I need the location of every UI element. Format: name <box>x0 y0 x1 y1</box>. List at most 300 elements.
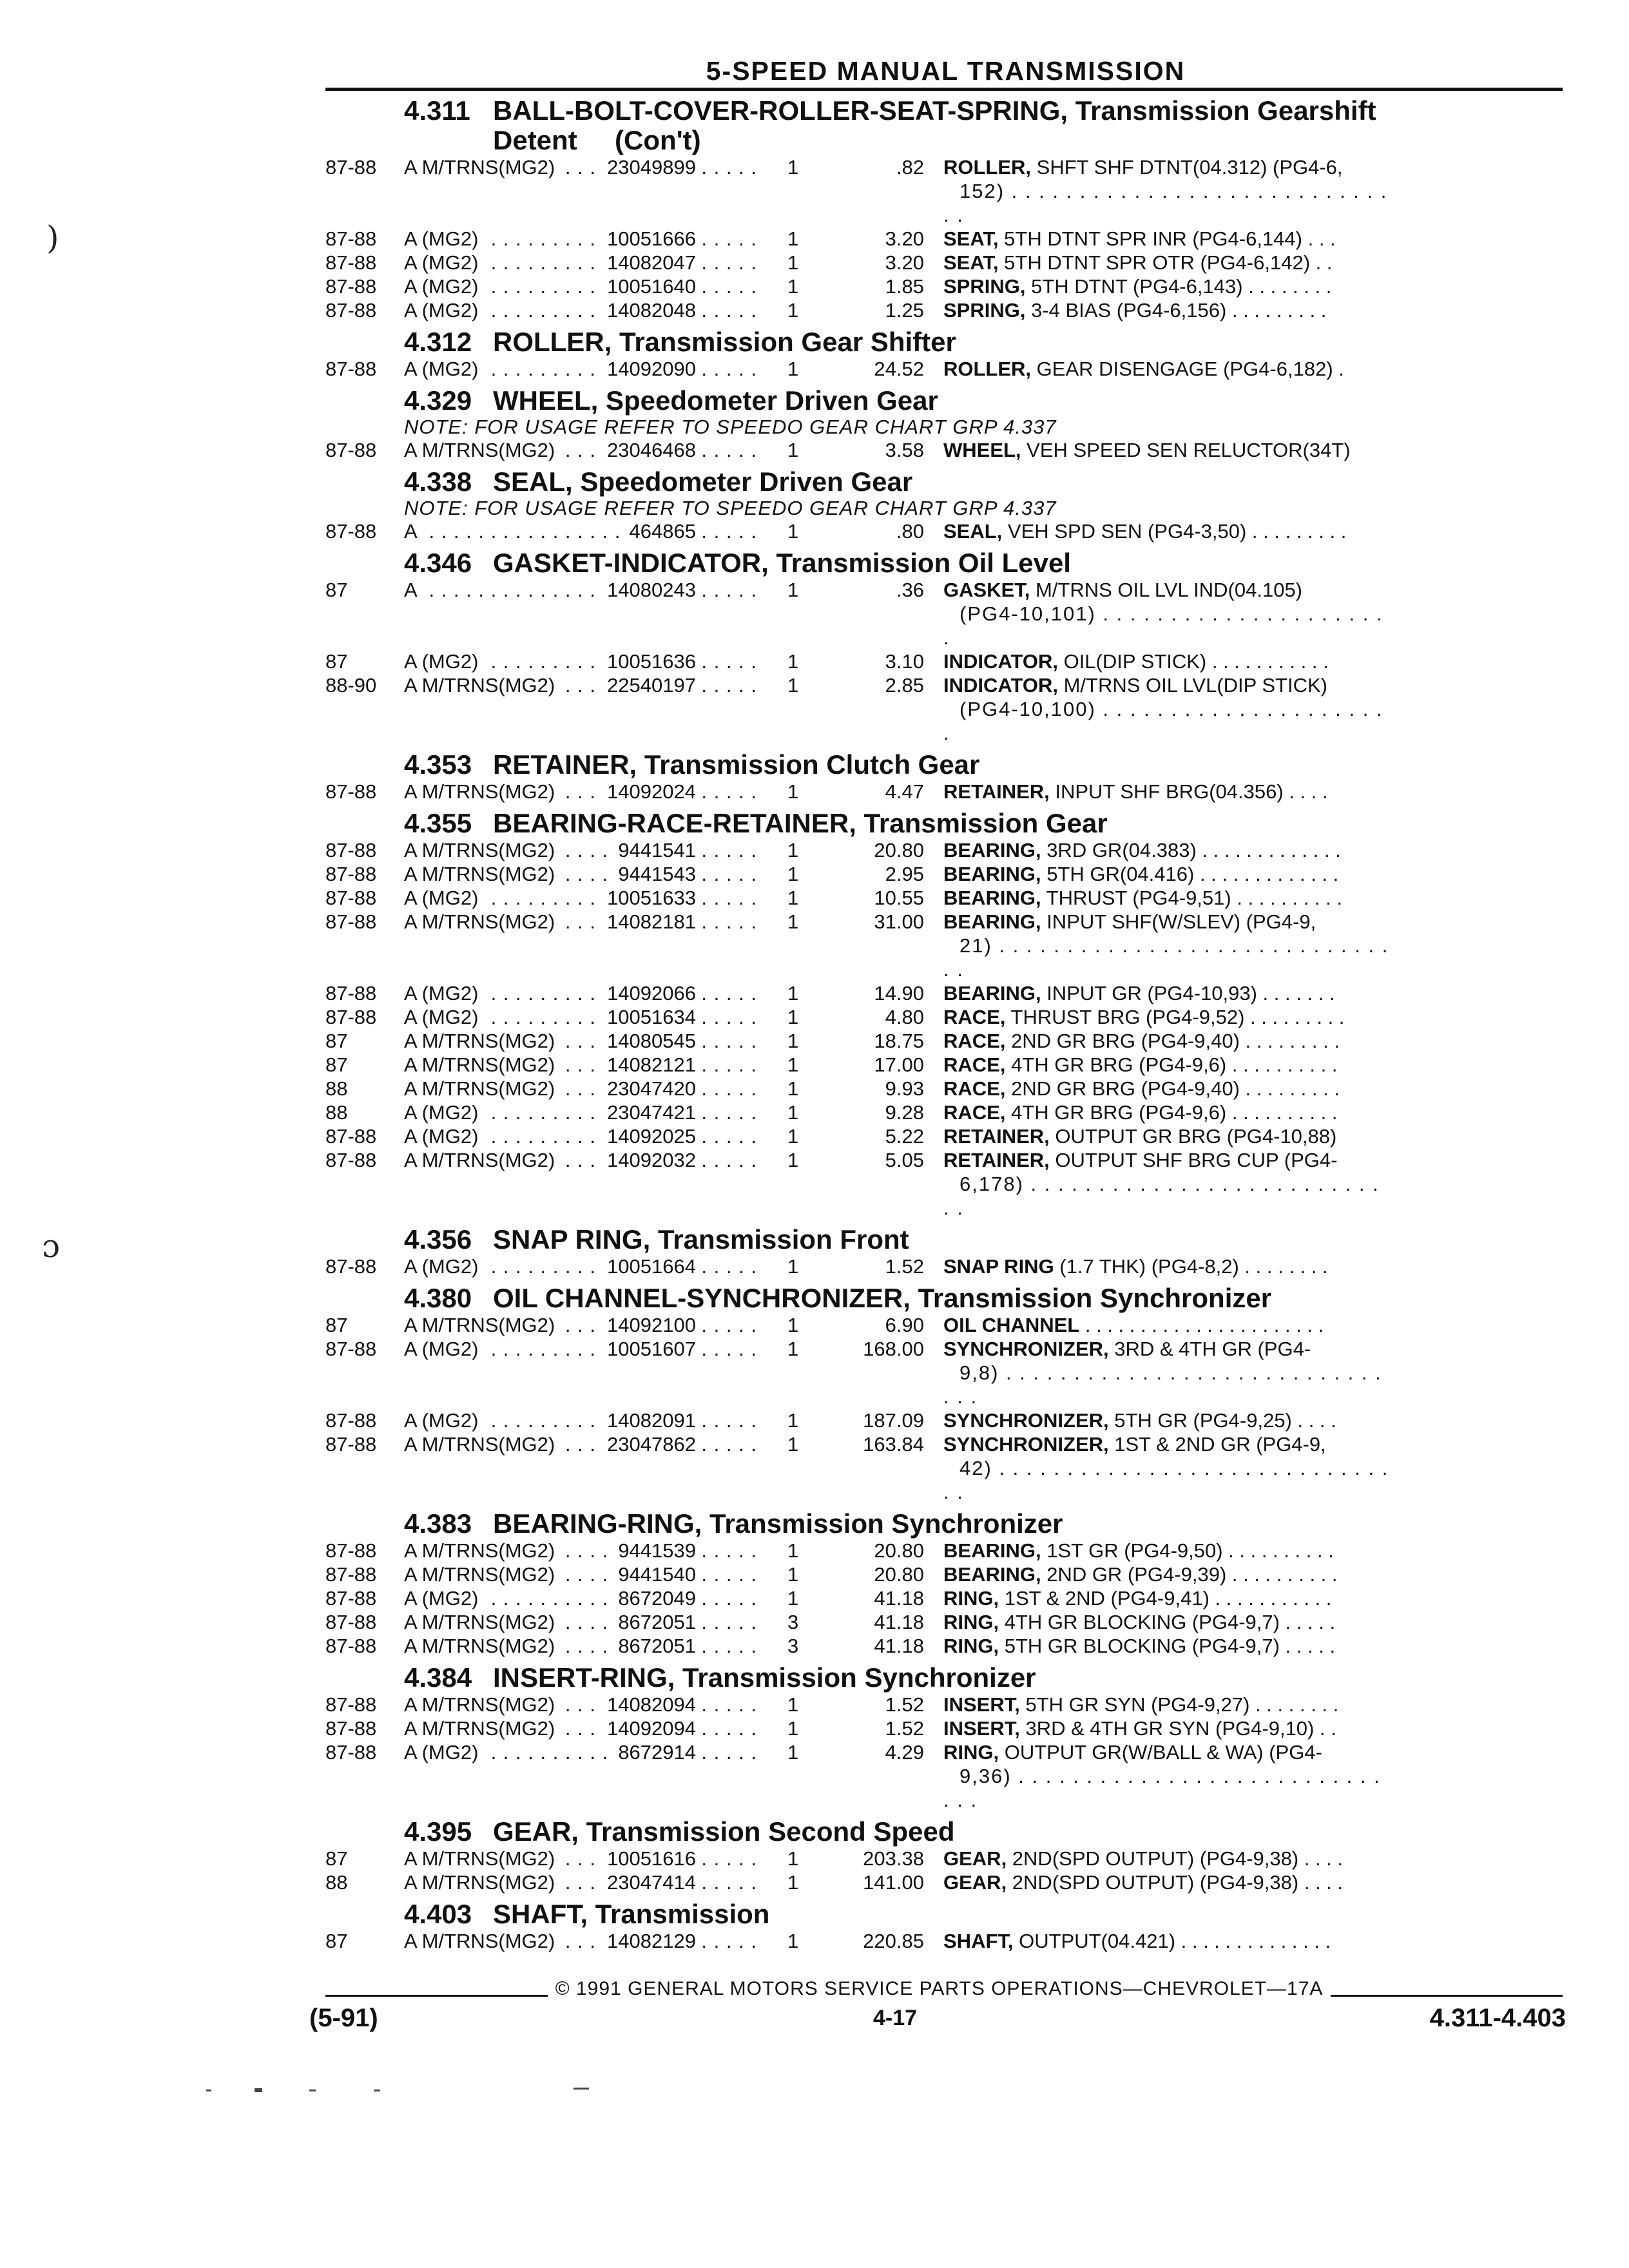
section-title-text: SEAL, Speedometer Driven Gear <box>493 466 913 497</box>
model-years: 87-88 <box>325 520 377 543</box>
model-years: 87-88 <box>325 1587 377 1610</box>
part-row <box>325 673 1566 745</box>
description-noun: SPRING, <box>943 275 1026 298</box>
part-row <box>325 155 1566 227</box>
model-years: 87-88 <box>325 299 377 322</box>
quantity: 1 <box>787 1077 799 1100</box>
description-noun: RING, <box>943 1587 999 1610</box>
section-title <box>493 1817 1537 1847</box>
application-label: A M/TRNS(MG2) <box>404 863 561 885</box>
quantity: 3 <box>787 1611 799 1633</box>
quantity: 1 <box>787 1717 799 1740</box>
application <box>404 1610 755 1634</box>
description-noun: RETAINER, <box>943 1125 1050 1148</box>
section-heading <box>325 1225 1566 1254</box>
part-row <box>325 357 1566 381</box>
price: 1.52 <box>885 1717 924 1740</box>
part-row <box>325 1539 1566 1562</box>
description-noun: RING, <box>943 1611 999 1633</box>
application-label: A M/TRNS(MG2) <box>404 1871 561 1894</box>
model-years: 87-88 <box>325 780 377 803</box>
description-text: 1ST GR (PG4-9,50) . . . . . . . . . . <box>1041 1539 1334 1562</box>
application-label: A M/TRNS(MG2) <box>404 1539 561 1562</box>
part-row <box>325 1124 1566 1148</box>
scan-artifact <box>255 2088 262 2092</box>
section-title-continued: Detent (Con't) <box>493 125 701 155</box>
description-text: OUTPUT GR BRG (PG4-10,88) <box>1049 1125 1337 1148</box>
description-noun: INSERT, <box>943 1693 1020 1716</box>
model-years: 87 <box>325 1930 348 1952</box>
application <box>404 274 755 298</box>
quantity: 1 <box>787 520 799 543</box>
section-heading <box>325 1817 1566 1847</box>
section-number: 4.395 <box>404 1816 472 1847</box>
description-noun: BEARING, <box>943 910 1041 933</box>
application <box>404 838 755 862</box>
part-row <box>325 1313 1566 1337</box>
description-text: 3RD GR(04.383) . . . . . . . . . . . . . <box>1041 839 1341 861</box>
description-continued: 152) . . . . . . . . . . . . . . . . . . . . . . . . . . . . . . <box>943 180 1388 226</box>
part-description <box>943 1539 1391 1562</box>
description-continued: 42) . . . . . . . . . . . . . . . . . . . . . . . . . . . . . . . <box>943 1457 1389 1503</box>
model-years: 87-88 <box>325 1433 377 1456</box>
part-description <box>943 274 1391 298</box>
description-noun: RACE, <box>943 1077 1006 1100</box>
quantity: 1 <box>787 839 799 861</box>
model-years: 87-88 <box>325 1255 377 1278</box>
part-row <box>325 1716 1566 1740</box>
part-description <box>943 298 1391 322</box>
part-row <box>325 1432 1566 1504</box>
application-label: A (MG2) <box>404 299 485 322</box>
part-number: 8672051 <box>612 1634 696 1658</box>
application <box>404 1313 755 1337</box>
model-years: 87 <box>325 650 348 673</box>
application-label: A M/TRNS(MG2) <box>404 1693 561 1716</box>
application <box>404 1053 755 1077</box>
section-title-text: WHEEL, Speedometer Driven Gear <box>493 385 938 416</box>
section-title-text: ROLLER, Transmission Gear Shifter <box>493 327 956 357</box>
section-title <box>493 1283 1537 1313</box>
description-noun: BEARING, <box>943 839 1041 861</box>
application <box>404 438 755 462</box>
part-number: 23047420 <box>601 1077 696 1100</box>
part-number: 14092066 <box>601 981 696 1005</box>
part-description <box>943 1562 1391 1586</box>
price: 1.85 <box>885 275 924 298</box>
part-description <box>943 1610 1391 1634</box>
application <box>404 1337 755 1408</box>
model-years: 87-88 <box>325 1717 377 1740</box>
application-label: A (MG2) <box>404 1741 485 1763</box>
scan-artifact <box>374 2090 380 2091</box>
description-text: 5TH DTNT SPR INR (PG4-6,144) . . . <box>998 227 1336 250</box>
description-noun: RING, <box>943 1741 999 1763</box>
description-noun: GEAR, <box>943 1847 1007 1870</box>
quantity: 1 <box>787 439 799 461</box>
part-description <box>943 1408 1391 1432</box>
section-title-text: OIL CHANNEL-SYNCHRONIZER, Transmission Synchronizer <box>493 1283 1272 1313</box>
description-noun: OIL CHANNEL <box>943 1314 1080 1336</box>
application <box>404 780 755 803</box>
description-continued: (PG4-10,100) . . . . . . . . . . . . . . . . . . . . . . <box>943 698 1383 744</box>
section-heading <box>325 327 1566 357</box>
description-text: 5TH GR SYN (PG4-9,27) . . . . . . . . <box>1019 1693 1339 1716</box>
part-description <box>943 1716 1391 1740</box>
quantity: 1 <box>787 1149 799 1171</box>
model-years: 88 <box>325 1871 348 1894</box>
price: .80 <box>896 520 924 543</box>
section-heading <box>325 1283 1566 1313</box>
description-noun: RETAINER, <box>943 1149 1050 1171</box>
footer-date: (5-91) <box>309 2004 378 2032</box>
price: 187.09 <box>863 1409 924 1432</box>
model-years: 87-88 <box>325 863 377 885</box>
description-text: 1ST & 2ND (PG4-9,41) . . . . . . . . . . . <box>999 1587 1332 1610</box>
description-noun: SEAT, <box>943 227 999 250</box>
part-description <box>943 862 1391 886</box>
application-label: A M/TRNS(MG2) <box>404 1611 561 1633</box>
quantity: 1 <box>787 358 799 380</box>
part-number: 8672051 <box>612 1610 696 1634</box>
application-label: A (MG2) <box>404 1006 485 1028</box>
part-number: 464865 <box>623 519 696 543</box>
model-years: 87-88 <box>325 982 377 1004</box>
description-noun: BEARING, <box>943 1563 1041 1586</box>
section-heading <box>325 1663 1566 1693</box>
description-text: SHFT SHF DTNT(04.312) (PG4-6, <box>1031 156 1343 178</box>
model-years: 87-88 <box>325 1125 377 1148</box>
part-number: 14092100 <box>601 1313 696 1337</box>
quantity: 1 <box>787 1409 799 1432</box>
quantity: 1 <box>787 887 799 909</box>
part-row <box>325 438 1566 462</box>
description-continued: 6,178) . . . . . . . . . . . . . . . . . . . . . . . . . . . . <box>943 1173 1380 1219</box>
quantity: 1 <box>787 1255 799 1278</box>
section-title-text: BEARING-RACE-RETAINER, Transmission Gear <box>493 808 1108 838</box>
application-label: A M/TRNS(MG2) <box>404 1847 561 1870</box>
part-number: 14082121 <box>601 1053 696 1077</box>
price: .82 <box>896 156 924 178</box>
part-row <box>325 227 1566 251</box>
application <box>404 1005 755 1029</box>
description-text: M/TRNS OIL LVL IND(04.105) <box>1030 579 1303 601</box>
part-number: 9441543 <box>612 862 696 886</box>
part-description <box>943 155 1391 227</box>
application <box>404 1408 755 1432</box>
section-title <box>493 750 1537 780</box>
model-years: 87-88 <box>325 887 377 909</box>
part-number: 14092090 <box>601 357 696 381</box>
description-noun: RACE, <box>943 1030 1006 1052</box>
part-row <box>325 1929 1566 1953</box>
description-text: 4TH GR BLOCKING (PG4-9,7) . . . . . <box>999 1611 1336 1633</box>
application-label: A M/TRNS(MG2) <box>404 1030 561 1052</box>
part-number: 9441539 <box>612 1539 696 1562</box>
description-noun: SNAP RING <box>943 1255 1054 1278</box>
quantity: 1 <box>787 1053 799 1076</box>
application <box>404 1740 755 1812</box>
part-row <box>325 1562 1566 1586</box>
application <box>404 1539 755 1562</box>
part-row <box>325 1693 1566 1716</box>
model-years: 87-88 <box>325 1611 377 1633</box>
part-row <box>325 1029 1566 1053</box>
model-years: 87-88 <box>325 1741 377 1763</box>
application <box>404 1077 755 1100</box>
application <box>404 1254 755 1278</box>
model-years: 87-88 <box>325 1338 377 1360</box>
part-row <box>325 251 1566 274</box>
scan-artifact <box>309 2090 316 2091</box>
application-label: A (MG2) <box>404 251 485 274</box>
section-title-text: INSERT-RING, Transmission Synchronizer <box>493 1662 1036 1693</box>
description-noun: GEAR, <box>943 1871 1007 1894</box>
section-title <box>493 96 1537 155</box>
section-number: 4.311 <box>404 95 470 126</box>
description-text: INPUT SHF BRG(04.356) . . . . <box>1049 780 1328 803</box>
part-row <box>325 981 1566 1005</box>
model-years: 88 <box>325 1077 348 1100</box>
part-row <box>325 886 1566 910</box>
application-label: A (MG2) <box>404 227 485 250</box>
application <box>404 1870 755 1894</box>
model-years: 87 <box>325 1314 348 1336</box>
model-years: 88 <box>325 1101 348 1124</box>
model-years: 87-88 <box>325 1563 377 1586</box>
quantity: 1 <box>787 299 799 322</box>
part-description <box>943 578 1391 649</box>
description-text: (1.7 THK) (PG4-8,2) . . . . . . . . <box>1054 1255 1328 1278</box>
section-number: 4.384 <box>404 1662 472 1693</box>
price: 9.93 <box>885 1077 924 1100</box>
price: 20.80 <box>874 839 924 861</box>
application-label: A <box>404 579 424 601</box>
application <box>404 578 755 649</box>
quantity: 1 <box>787 650 799 673</box>
description-text: 3RD & 4TH GR (PG4- <box>1108 1338 1311 1360</box>
part-row <box>325 298 1566 322</box>
part-row <box>325 1586 1566 1610</box>
application-label: A (MG2) <box>404 1101 485 1124</box>
part-row <box>325 1053 1566 1077</box>
part-row <box>325 1634 1566 1658</box>
description-noun: BEARING, <box>943 887 1041 909</box>
usage-note: NOTE: FOR USAGE REFER TO SPEEDO GEAR CHART GRP 4.337 <box>404 497 1057 519</box>
part-number: 23049899 <box>601 155 696 179</box>
application-label: A M/TRNS(MG2) <box>404 839 561 861</box>
part-row <box>325 274 1566 298</box>
price: 20.80 <box>874 1539 924 1562</box>
part-row <box>325 1005 1566 1029</box>
price: 18.75 <box>874 1030 924 1052</box>
description-noun: RETAINER, <box>943 780 1050 803</box>
price: 2.85 <box>885 674 924 697</box>
quantity: 1 <box>787 1563 799 1586</box>
part-row <box>325 649 1566 673</box>
part-number: 14080545 <box>601 1029 696 1053</box>
scan-artifact <box>206 2090 211 2091</box>
description-text: 1ST & 2ND GR (PG4-9, <box>1108 1433 1326 1456</box>
model-years: 87 <box>325 1053 348 1076</box>
quantity: 1 <box>787 863 799 885</box>
application <box>404 1124 755 1148</box>
part-description <box>943 1870 1391 1894</box>
description-text: 4TH GR BRG (PG4-9,6) . . . . . . . . . . <box>1005 1053 1338 1076</box>
quantity: 1 <box>787 1539 799 1562</box>
part-number: 14082181 <box>601 910 696 934</box>
part-row <box>325 1148 1566 1220</box>
part-number: 8672049 <box>612 1586 696 1610</box>
application-label: A M/TRNS(MG2) <box>404 1930 561 1952</box>
section-title <box>493 467 1537 497</box>
price: .36 <box>896 579 924 601</box>
application <box>404 1929 755 1953</box>
application-label: A (MG2) <box>404 1255 485 1278</box>
description-text: VEH SPD SEN (PG4-3,50) . . . . . . . . . <box>1002 520 1347 543</box>
application <box>404 1847 755 1870</box>
part-number: 10051636 <box>601 649 696 673</box>
part-row <box>325 862 1566 886</box>
part-description <box>943 357 1391 381</box>
part-description <box>943 1254 1391 1278</box>
part-description <box>943 1847 1391 1870</box>
description-noun: SHAFT, <box>943 1930 1014 1952</box>
section-number: 4.346 <box>404 548 472 578</box>
part-number: 14082091 <box>601 1408 696 1432</box>
part-description <box>943 438 1391 462</box>
application <box>404 251 755 274</box>
part-number: 23047421 <box>601 1100 696 1124</box>
price: 3.10 <box>885 650 924 673</box>
price: 3.20 <box>885 227 924 250</box>
application <box>404 519 755 543</box>
application-label: A (MG2) <box>404 1409 485 1432</box>
quantity: 1 <box>787 251 799 274</box>
part-row <box>325 1100 1566 1124</box>
price: 4.80 <box>885 1006 924 1028</box>
part-number: 14092032 <box>601 1148 696 1172</box>
price: 220.85 <box>863 1930 924 1952</box>
quantity: 1 <box>787 1871 799 1894</box>
section-title-text: BALL-BOLT-COVER-ROLLER-SEAT-SPRING, Transmission Gearshift <box>493 95 1376 126</box>
description-noun: SYNCHRONIZER, <box>943 1409 1109 1432</box>
description-text: 2ND GR (PG4-9,39) . . . . . . . . . . <box>1041 1563 1338 1586</box>
section-title-text: BEARING-RING, Transmission Synchronizer <box>493 1508 1063 1539</box>
section-heading <box>325 96 1566 155</box>
part-number: 14082129 <box>601 1929 696 1953</box>
description-text: OIL(DIP STICK) . . . . . . . . . . . <box>1057 650 1329 673</box>
price: 3.58 <box>885 439 924 461</box>
part-number: 10051633 <box>601 886 696 910</box>
price: 1.25 <box>885 299 924 322</box>
quantity: 1 <box>787 1030 799 1052</box>
application-label: A M/TRNS(MG2) <box>404 1077 561 1100</box>
application <box>404 1634 755 1658</box>
quantity: 1 <box>787 1847 799 1870</box>
part-description <box>943 1077 1391 1100</box>
description-text: OUTPUT(04.421) . . . . . . . . . . . . . . <box>1013 1930 1331 1952</box>
part-description <box>943 227 1391 251</box>
application-label: A M/TRNS(MG2) <box>404 156 561 178</box>
price: 4.29 <box>885 1741 924 1763</box>
application-label: A <box>404 520 424 543</box>
part-number: 23046468 <box>601 438 696 462</box>
application-label: A (MG2) <box>404 650 485 673</box>
quantity: 1 <box>787 1338 799 1360</box>
description-noun: SEAT, <box>943 251 999 274</box>
model-years: 87-88 <box>325 1635 377 1657</box>
part-description <box>943 1337 1391 1408</box>
section-title <box>493 1899 1537 1929</box>
section-heading <box>325 386 1566 416</box>
description-noun: BEARING, <box>943 863 1041 885</box>
part-number: 10051666 <box>601 227 696 251</box>
part-number: 9441541 <box>612 838 696 862</box>
price: 31.00 <box>874 910 924 933</box>
application-label: A M/TRNS(MG2) <box>404 1717 561 1740</box>
description-text: THRUST (PG4-9,51) . . . . . . . . . . <box>1041 887 1342 909</box>
section-number: 4.383 <box>404 1508 472 1539</box>
part-row <box>325 910 1566 981</box>
application-label: A (MG2) <box>404 982 485 1004</box>
part-row <box>325 578 1566 649</box>
description-noun: RACE, <box>943 1006 1006 1028</box>
part-number: 9441540 <box>612 1562 696 1586</box>
quantity: 1 <box>787 1006 799 1028</box>
description-text: 5TH DTNT (PG4-6,143) . . . . . . . . <box>1025 275 1332 298</box>
part-number: 14092025 <box>601 1124 696 1148</box>
description-text: INPUT SHF(W/SLEV) (PG4-9, <box>1041 910 1316 933</box>
application <box>404 981 755 1005</box>
quantity: 1 <box>787 982 799 1004</box>
sections-container <box>325 96 1566 1953</box>
description-text: 5TH GR (PG4-9,25) . . . . <box>1108 1409 1336 1432</box>
price: 4.47 <box>885 780 924 803</box>
description-text: INPUT GR (PG4-10,93) . . . . . . . <box>1041 982 1335 1004</box>
description-text: 2ND(SPD OUTPUT) (PG4-9,38) . . . . <box>1007 1871 1344 1894</box>
section-title <box>493 548 1537 578</box>
application <box>404 673 755 745</box>
part-row <box>325 1254 1566 1278</box>
description-text: 3RD & 4TH GR SYN (PG4-9,10) . . <box>1019 1717 1336 1740</box>
application <box>404 910 755 981</box>
part-row <box>325 1408 1566 1432</box>
section-title <box>493 1509 1537 1539</box>
price: 3.20 <box>885 251 924 274</box>
section-heading <box>325 1899 1566 1929</box>
part-number: 10051616 <box>601 1847 696 1870</box>
description-text: 2ND(SPD OUTPUT) (PG4-9,38) . . . . <box>1007 1847 1344 1870</box>
description-noun: SYNCHRONIZER, <box>943 1433 1109 1456</box>
description-noun: INDICATOR, <box>943 674 1058 697</box>
section-heading <box>325 467 1566 497</box>
application <box>404 1100 755 1124</box>
description-text: VEH SPEED SEN RELUCTOR(34T) <box>1021 439 1351 461</box>
model-years: 87-88 <box>325 910 377 933</box>
quantity: 1 <box>787 579 799 601</box>
application <box>404 227 755 251</box>
description-noun: RACE, <box>943 1053 1006 1076</box>
section-heading <box>325 750 1566 780</box>
part-number: 23047862 <box>601 1432 696 1456</box>
price: 5.22 <box>885 1125 924 1148</box>
description-noun: SYNCHRONIZER, <box>943 1338 1109 1360</box>
model-years: 87-88 <box>325 1693 377 1716</box>
part-description <box>943 1124 1391 1148</box>
part-row <box>325 1847 1566 1870</box>
part-description <box>943 1634 1391 1658</box>
